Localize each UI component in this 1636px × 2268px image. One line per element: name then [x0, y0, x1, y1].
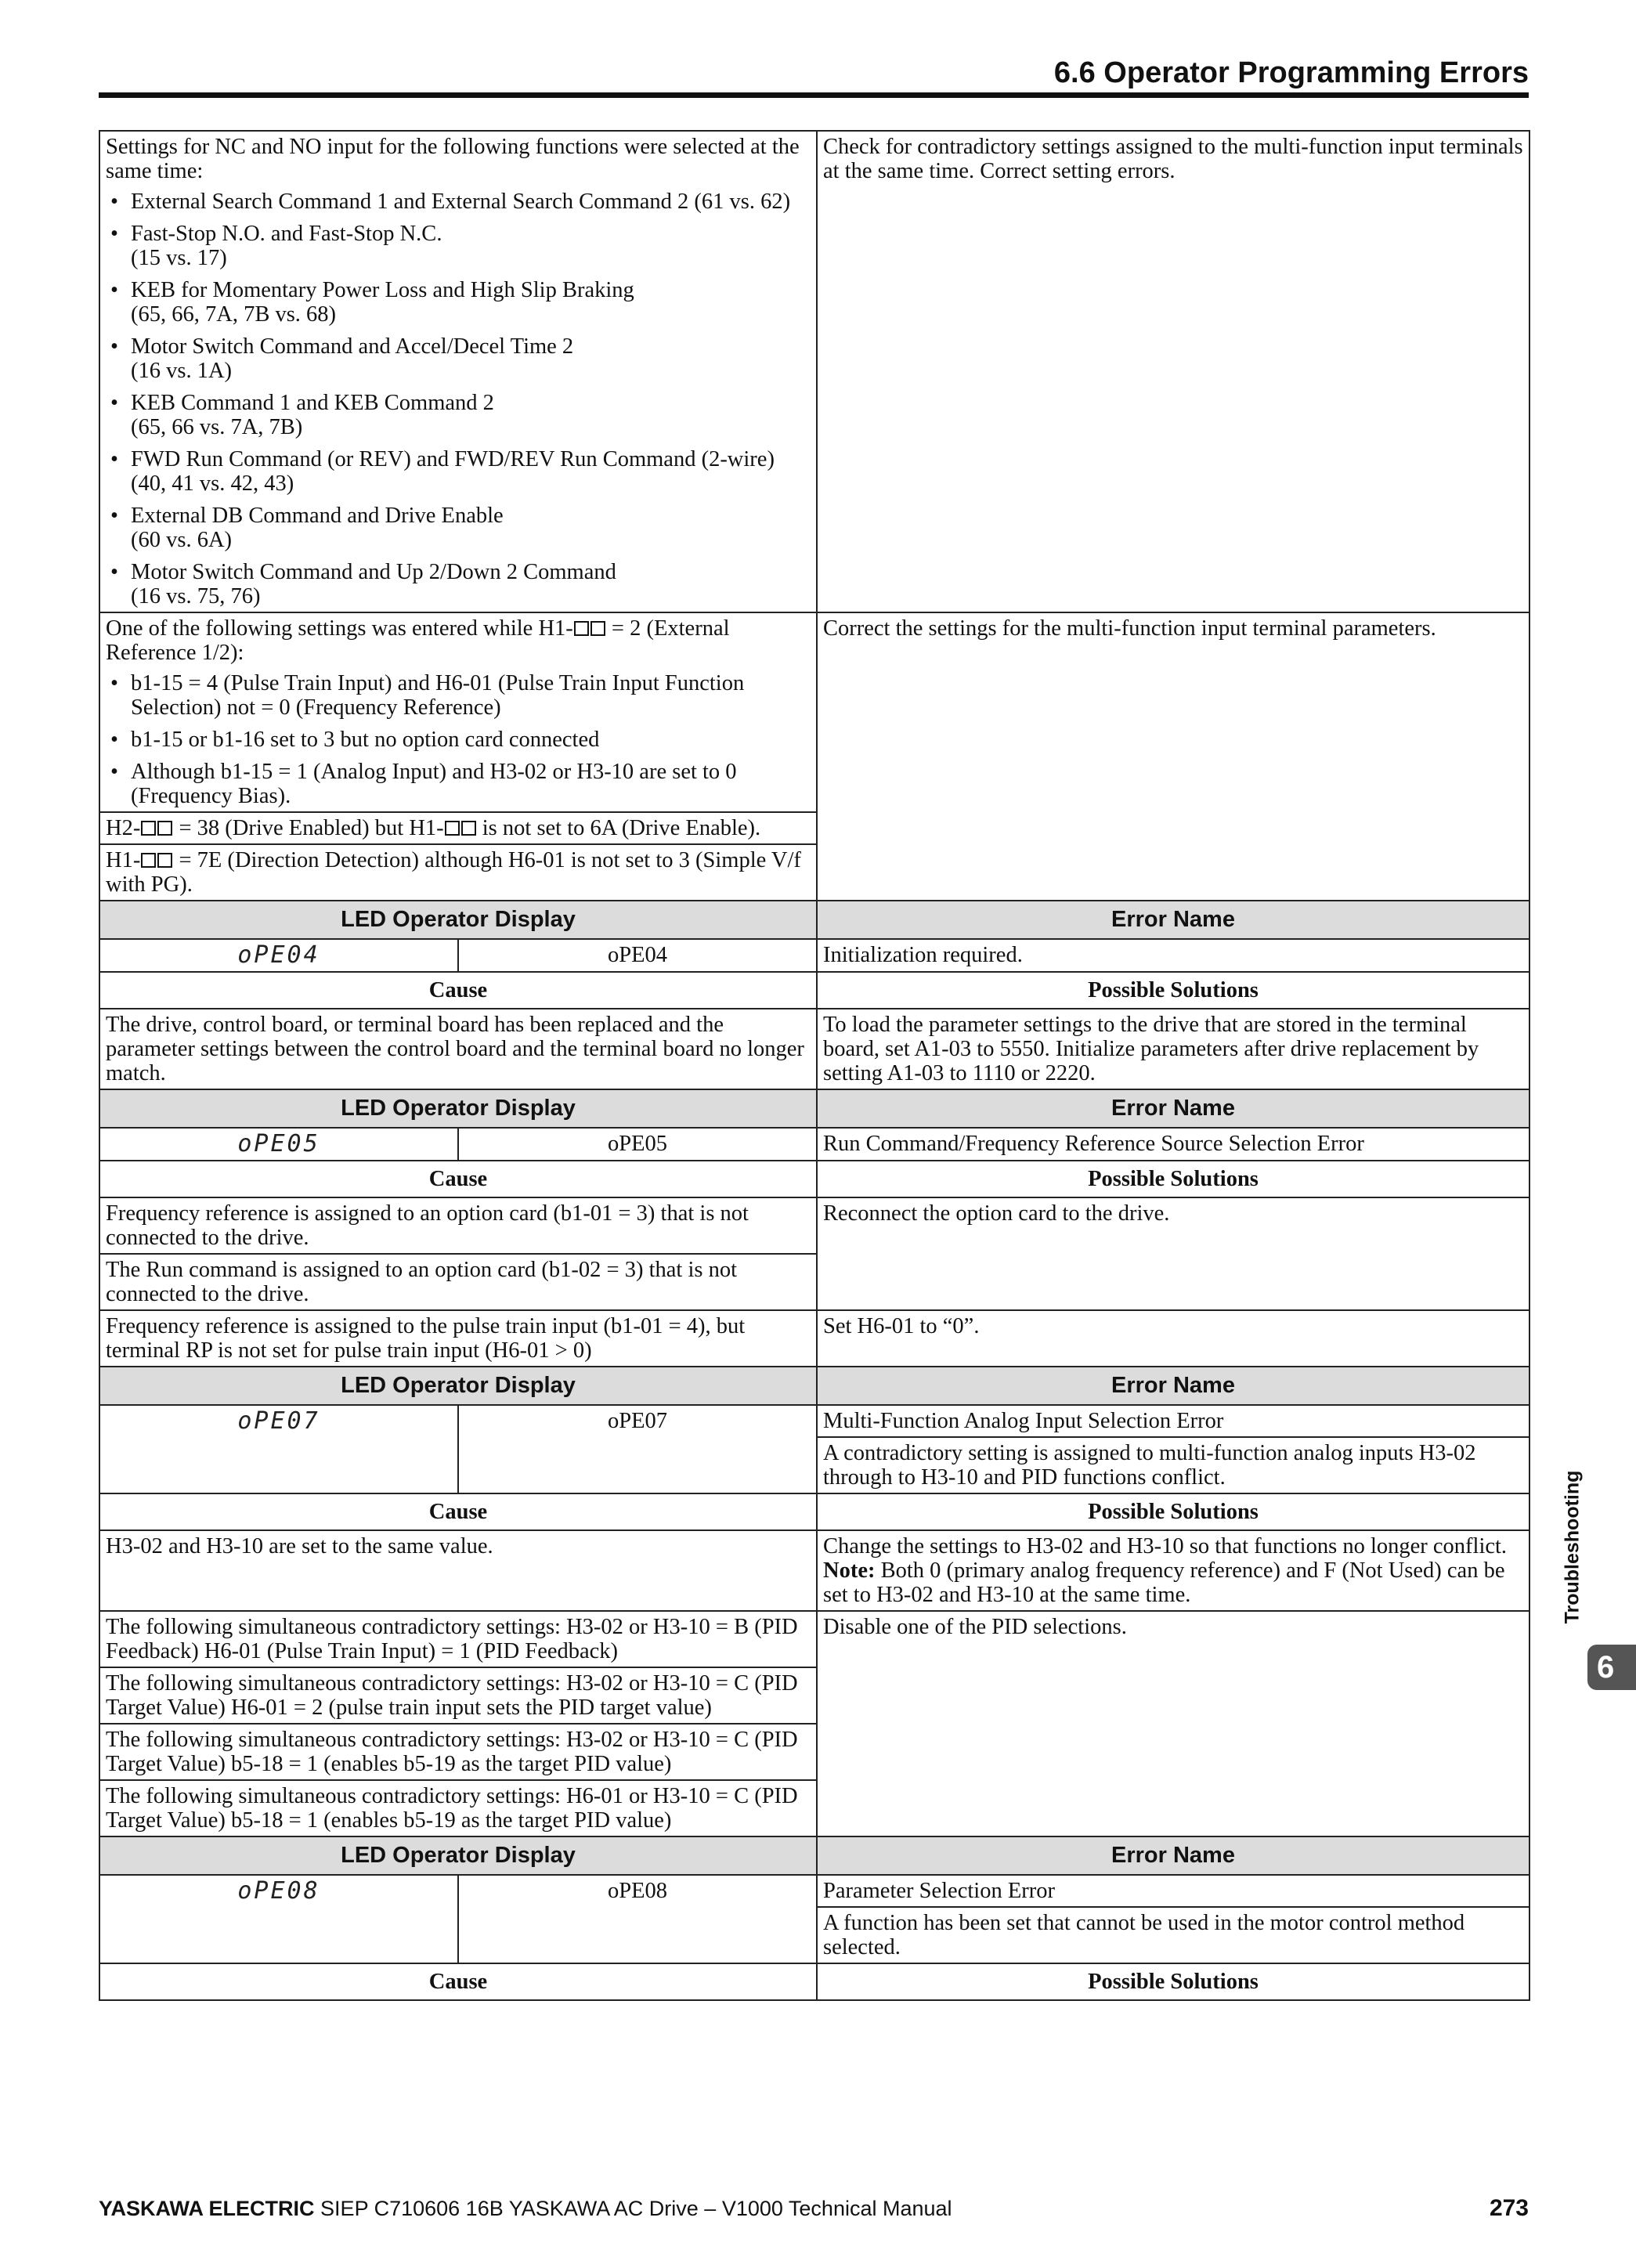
cause-bullet-list [106, 190, 811, 609]
solutions-header: Possible Solutions [817, 972, 1529, 1009]
list-item: • b1-15 or b1-16 set to 3 but no option card connected [106, 728, 811, 752]
error-name-cell: Initialization required. [817, 939, 1529, 972]
led-display-cell [99, 1128, 458, 1161]
cause-intro: Settings for NC and NO input for the following functions were selected at the same time: [106, 135, 800, 183]
cause-cell: The following simultaneous contradictory settings: H3-02 or H3-10 = C (PID Target Value) H6-01 = 2 (pulse train input sets the PID target value) [99, 1667, 817, 1724]
table-row [99, 1611, 1529, 1667]
error-code-cell: oPE04 [458, 939, 817, 972]
solutions-header: Possible Solutions [817, 1963, 1529, 2000]
led-display-cell [99, 939, 458, 972]
placeholder-box-icon [445, 821, 460, 836]
cause-cell: H1- = 7E (Direction Detection) although H6-01 is not set to 3 (Simple V/f with PG). [99, 844, 817, 901]
cause-bullet-list [106, 671, 811, 808]
error-name-cell: Multi-Function Analog Input Selection Error [817, 1405, 1529, 1437]
led-segment-text: oPE05 [237, 1130, 320, 1157]
list-item: • KEB for Momentary Power Loss and High Slip Braking (65, 66, 7A, 7B vs. 68) [106, 278, 811, 327]
section-title: 6.6 Operator Programming Errors [1053, 56, 1529, 89]
led-segment-text: oPE04 [237, 941, 320, 969]
footer-document-title: SIEP C710606 16B YASKAWA AC Drive – V1000 Technical Manual [314, 2197, 952, 2220]
table-row [99, 1197, 1529, 1254]
list-item: • b1-15 = 4 (Pulse Train Input) and H6-01 (Pulse Train Input Function Selection) not = 0 (Frequency Reference) [106, 671, 811, 720]
table-row [99, 1009, 1529, 1089]
cause-cell: Frequency reference is assigned to an option card (b1-01 = 3) that is not connected to the drive. [99, 1197, 817, 1254]
led-segment-text: oPE08 [237, 1877, 320, 1905]
led-segment-text: oPE07 [237, 1407, 320, 1435]
solution-cell: Reconnect the option card to the drive. [817, 1197, 1529, 1310]
solution-cell: Correct the settings for the multi-function input terminal parameters. [817, 612, 1529, 901]
solutions-header: Possible Solutions [817, 1493, 1529, 1530]
solutions-header: Possible Solutions [817, 1161, 1529, 1197]
chapter-side-tab [1549, 1466, 1596, 1627]
table-header-row [99, 901, 1529, 939]
footer-brand: YASKAWA ELECTRIC [99, 2197, 315, 2220]
error-description-cell: A contradictory setting is assigned to multi-function analog inputs H3-02 through to H3-10 and PID functions conflict. [817, 1437, 1529, 1493]
cause-intro: One of the following settings was entered while H1- = 2 (External Reference 1/2): [106, 616, 730, 665]
solution-cell: Change the settings to H3-02 and H3-10 so that functions no longer conflict. Note: Both 0 (primary analog frequency reference) and F (Not Used) can be set to H3-02 and H3-10 at the same time. [817, 1530, 1529, 1611]
list-item: • Although b1-15 = 1 (Analog Input) and H3-02 or H3-10 are set to 0 (Frequency Bias). [106, 760, 811, 808]
table-subheader-row [99, 972, 1529, 1009]
cause-header: Cause [99, 1161, 817, 1197]
page-number: 273 [1489, 2195, 1529, 2221]
error-table [99, 130, 1530, 2001]
error-name-cell: Parameter Selection Error [817, 1875, 1529, 1907]
table-row [99, 1530, 1529, 1611]
cause-cell: The drive, control board, or terminal board has been replaced and the parameter settings between the control board and the terminal board no longer match. [99, 1009, 817, 1089]
cause-cell: The following simultaneous contradictory settings: H6-01 or H3-10 = C (PID Target Value) b5-18 = 1 (enables b5-19 as the target PID value) [99, 1780, 817, 1836]
table-row [99, 1405, 1529, 1437]
cause-header: Cause [99, 1493, 817, 1530]
list-item: • FWD Run Command (or REV) and FWD/REV Run Command (2-wire) (40, 41 vs. 42, 43) [106, 447, 811, 496]
table-row [99, 1128, 1529, 1161]
chapter-number-tab: 6 [1587, 1645, 1636, 1690]
solution-cell: Disable one of the PID selections. [817, 1611, 1529, 1836]
cause-cell: Frequency reference is assigned to the pulse train input (b1-01 = 4), but terminal RP is not set for pulse train input (H6-01 > 0) [99, 1310, 817, 1367]
cause-cell: The Run command is assigned to an option card (b1-02 = 3) that is not connected to the drive. [99, 1254, 817, 1310]
led-display-header: LED Operator Display [99, 901, 817, 939]
error-code-cell: oPE05 [458, 1128, 817, 1161]
table-header-row [99, 1367, 1529, 1405]
error-name-header: Error Name [817, 901, 1529, 939]
table-row [99, 1310, 1529, 1367]
table-row [99, 131, 1529, 612]
cause-header: Cause [99, 972, 817, 1009]
title-rule [99, 92, 1529, 98]
list-item: • External Search Command 1 and External Search Command 2 (61 vs. 62) [106, 190, 811, 214]
table-subheader-row [99, 1963, 1529, 2000]
error-name-header: Error Name [817, 1367, 1529, 1405]
cause-cell: The following simultaneous contradictory settings: H3-02 or H3-10 = C (PID Target Value) b5-18 = 1 (enables b5-19 as the target PID value) [99, 1724, 817, 1780]
table-header-row [99, 1836, 1529, 1875]
error-name-cell: Run Command/Frequency Reference Source Selection Error [817, 1128, 1529, 1161]
cause-header: Cause [99, 1963, 817, 2000]
placeholder-box-icon [141, 853, 156, 868]
list-item: • External DB Command and Drive Enable (60 vs. 6A) [106, 504, 811, 552]
list-item: • KEB Command 1 and KEB Command 2 (65, 66 vs. 7A, 7B) [106, 391, 811, 439]
led-display-cell [99, 1405, 458, 1493]
table-row [99, 939, 1529, 972]
list-item: • Motor Switch Command and Up 2/Down 2 Command (16 vs. 75, 76) [106, 560, 811, 609]
chapter-tab-label: Troubleshooting [1561, 1470, 1584, 1623]
led-display-header: LED Operator Display [99, 1367, 817, 1405]
cause-cell [99, 131, 817, 612]
placeholder-box-icon [574, 621, 589, 636]
led-display-header: LED Operator Display [99, 1836, 817, 1875]
cause-cell: H3-02 and H3-10 are set to the same value. [99, 1530, 817, 1611]
placeholder-box-icon [461, 821, 476, 836]
placeholder-box-icon [157, 821, 172, 836]
list-item: • Motor Switch Command and Accel/Decel Time 2 (16 vs. 1A) [106, 334, 811, 383]
placeholder-box-icon [590, 621, 605, 636]
solution-cell: Set H6-01 to “0”. [817, 1310, 1529, 1367]
error-description-cell: A function has been set that cannot be used in the motor control method selected. [817, 1907, 1529, 1963]
cause-cell [99, 612, 817, 812]
list-item: • Fast-Stop N.O. and Fast-Stop N.C. (15 vs. 17) [106, 222, 811, 270]
led-display-cell [99, 1875, 458, 1963]
error-name-header: Error Name [817, 1836, 1529, 1875]
placeholder-box-icon [141, 821, 156, 836]
table-row [99, 1875, 1529, 1907]
solution-cell: To load the parameter settings to the drive that are stored in the terminal board, set A1-03 to 5550. Initialize parameters after drive replacement by setting A1-03 to 1110 or 2220. [817, 1009, 1529, 1089]
page-footer [99, 2197, 952, 2221]
cause-cell: The following simultaneous contradictory settings: H3-02 or H3-10 = B (PID Feedback) H6-01 (Pulse Train Input) = 1 (PID Feedback) [99, 1611, 817, 1667]
solution-cell: Check for contradictory settings assigned to the multi-function input terminals at the same time. Correct setting errors. [817, 131, 1529, 612]
table-subheader-row [99, 1161, 1529, 1197]
table-subheader-row [99, 1493, 1529, 1530]
cause-cell: H2- = 38 (Drive Enabled) but H1- is not set to 6A (Drive Enable). [99, 812, 817, 844]
error-code-cell: oPE07 [458, 1405, 817, 1493]
placeholder-box-icon [157, 853, 172, 868]
error-code-cell: oPE08 [458, 1875, 817, 1963]
error-name-header: Error Name [817, 1089, 1529, 1128]
table-header-row [99, 1089, 1529, 1128]
led-display-header: LED Operator Display [99, 1089, 817, 1128]
note-label: Note: [823, 1558, 876, 1583]
table-row [99, 612, 1529, 812]
